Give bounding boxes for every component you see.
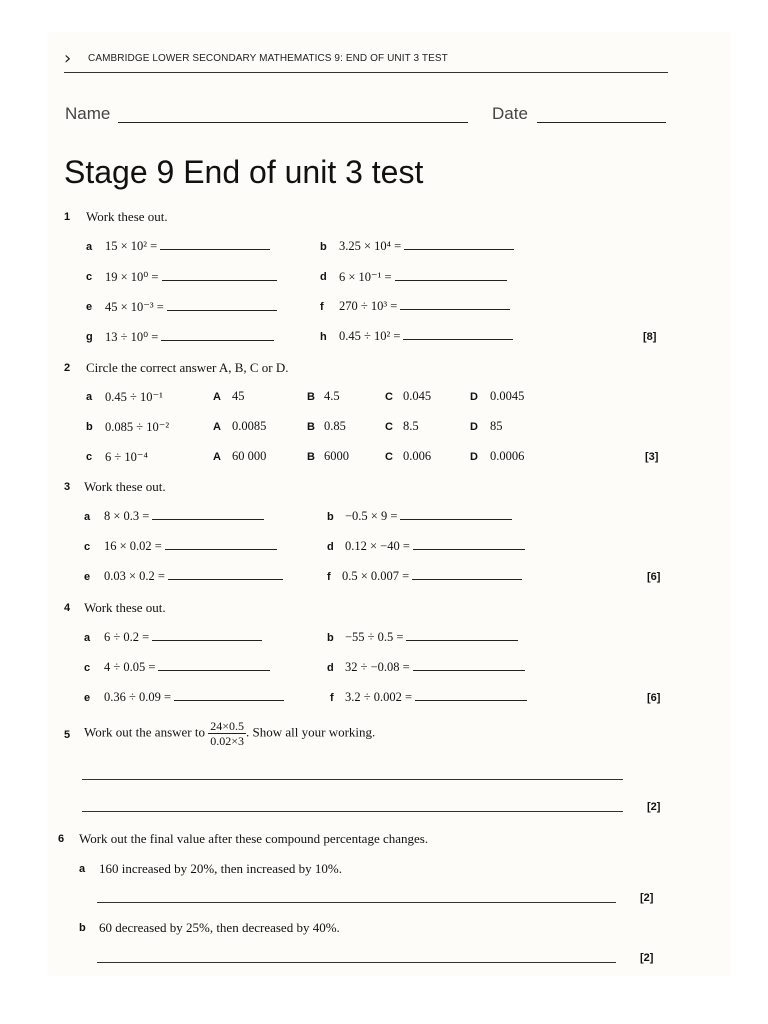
- item-expression: 0.03 × 0.2 =: [104, 569, 283, 584]
- item-label: c: [86, 271, 93, 283]
- item-label: f: [320, 301, 324, 313]
- option-value[interactable]: 0.0085: [232, 419, 267, 433]
- option-value[interactable]: 60 000: [232, 449, 267, 463]
- item-label: d: [320, 271, 327, 283]
- option-letter[interactable]: C: [385, 391, 393, 403]
- answer-blank[interactable]: [400, 299, 510, 310]
- option-letter[interactable]: D: [470, 391, 478, 403]
- item-label: f: [330, 692, 334, 704]
- item-expression: 3.25 × 10⁴ =: [339, 239, 514, 254]
- answer-blank[interactable]: [162, 270, 277, 281]
- answer-blank[interactable]: [403, 329, 513, 340]
- answer-blank[interactable]: [400, 509, 512, 520]
- item-expression: 6 ÷ 0.2 =: [104, 630, 262, 645]
- question-number: 3: [64, 481, 71, 493]
- item-text: 60 decreased by 25%, then decreased by 40%.: [99, 920, 340, 935]
- name-field[interactable]: [118, 122, 468, 123]
- answer-blank[interactable]: [174, 690, 284, 701]
- option-value[interactable]: 0.045: [403, 389, 432, 403]
- option-letter[interactable]: B: [307, 421, 315, 433]
- question-text: Work these out.: [84, 479, 166, 494]
- item-expression: 0.45 ÷ 10² =: [339, 329, 513, 344]
- answer-blank[interactable]: [158, 660, 270, 671]
- option-value[interactable]: 0.85: [324, 419, 346, 433]
- marks-label: [8]: [643, 331, 657, 343]
- item-expression: −55 ÷ 0.5 =: [345, 630, 518, 645]
- fraction: [208, 719, 246, 748]
- item-expression: 0.5 × 0.007 =: [342, 569, 522, 584]
- option-letter[interactable]: A: [213, 421, 221, 433]
- question-text: Work out the final value after these compound percentage changes.: [79, 831, 429, 846]
- option-value[interactable]: 0.0045: [490, 389, 525, 403]
- item-label: f: [327, 571, 331, 583]
- question-number: 2: [64, 362, 71, 374]
- marks-label: [3]: [645, 451, 659, 463]
- answer-blank[interactable]: [152, 630, 262, 641]
- item-expression: 0.085 ÷ 10⁻²: [105, 420, 170, 434]
- question-number: 4: [64, 602, 71, 614]
- item-label: e: [84, 571, 91, 583]
- item-label: e: [86, 301, 93, 313]
- answer-blank[interactable]: [161, 330, 274, 341]
- question-number: 1: [64, 211, 71, 223]
- item-label: b: [79, 922, 86, 934]
- marks-label: [2]: [647, 801, 661, 813]
- option-letter[interactable]: D: [470, 421, 478, 433]
- chevron-right-icon: ›: [64, 48, 72, 69]
- answer-blank[interactable]: [152, 509, 264, 520]
- answer-line[interactable]: [97, 902, 616, 903]
- option-value[interactable]: 4.5: [324, 389, 340, 403]
- answer-blank[interactable]: [165, 539, 277, 550]
- item-label: a: [86, 391, 93, 403]
- item-label: h: [320, 331, 327, 343]
- item-expression: −0.5 × 9 =: [345, 509, 512, 524]
- answer-blank[interactable]: [406, 630, 518, 641]
- item-label: b: [86, 421, 93, 433]
- question-text: Circle the correct answer A, B, C or D.: [86, 360, 289, 375]
- item-expression: 45 × 10⁻³ =: [105, 299, 277, 315]
- item-expression: 19 × 10⁰ =: [105, 269, 277, 285]
- option-value[interactable]: 6000: [324, 449, 349, 463]
- answer-blank[interactable]: [413, 660, 525, 671]
- answer-blank[interactable]: [412, 569, 522, 580]
- item-label: a: [86, 241, 93, 253]
- date-label: Date: [492, 104, 528, 123]
- option-letter[interactable]: A: [213, 391, 221, 403]
- item-expression: 0.12 × −40 =: [345, 539, 525, 554]
- marks-label: [2]: [640, 892, 654, 904]
- question-number: 5: [64, 729, 71, 741]
- running-header: CAMBRIDGE LOWER SECONDARY MATHEMATICS 9: END OF UNIT 3 TEST: [88, 53, 448, 64]
- item-label: c: [86, 451, 93, 463]
- option-letter[interactable]: D: [470, 451, 478, 463]
- header-rule: [64, 72, 668, 73]
- name-label: Name: [65, 104, 111, 123]
- item-label: c: [84, 662, 91, 674]
- option-letter[interactable]: C: [385, 421, 393, 433]
- marks-label: [6]: [647, 571, 661, 583]
- question-number: 6: [58, 833, 65, 845]
- answer-line[interactable]: [97, 962, 616, 963]
- fraction-numerator: 24×0.5: [210, 719, 245, 733]
- option-value[interactable]: 85: [490, 419, 503, 433]
- item-label: a: [84, 511, 91, 523]
- item-expression: 0.36 ÷ 0.09 =: [104, 690, 284, 705]
- option-value[interactable]: 45: [232, 389, 245, 403]
- item-label: g: [86, 331, 93, 343]
- option-value[interactable]: 0.0006: [490, 449, 525, 463]
- option-value[interactable]: 0.006: [403, 449, 432, 463]
- item-expression: 8 × 0.3 =: [104, 509, 264, 524]
- item-text: 160 increased by 20%, then increased by 10%.: [99, 861, 342, 876]
- item-label: d: [327, 662, 334, 674]
- question-text: Work out the answer to $\frac{24\times 0.5}{0.02\times 3}$ . Show all your working.: [84, 719, 376, 748]
- item-label: d: [327, 541, 334, 553]
- question-text: Work these out.: [86, 209, 168, 224]
- item-expression: 15 × 10² =: [105, 239, 270, 254]
- option-letter[interactable]: B: [307, 451, 315, 463]
- answer-blank[interactable]: [404, 239, 514, 250]
- answer-blank[interactable]: [168, 569, 283, 580]
- marks-label: [2]: [640, 952, 654, 964]
- item-expression: 32 ÷ −0.08 =: [345, 660, 525, 675]
- item-label: c: [84, 541, 91, 553]
- item-label: a: [84, 632, 91, 644]
- item-label: b: [327, 511, 334, 523]
- working-line[interactable]: [82, 779, 623, 780]
- item-expression: 16 × 0.02 =: [104, 539, 277, 554]
- answer-blank[interactable]: [160, 239, 270, 250]
- option-letter[interactable]: C: [385, 451, 393, 463]
- item-expression: 4 ÷ 0.05 =: [104, 660, 270, 675]
- answer-blank[interactable]: [413, 539, 525, 550]
- answer-blank[interactable]: [167, 300, 277, 311]
- item-expression: 270 ÷ 10³ =: [339, 299, 510, 314]
- item-expression: 13 ÷ 10⁰ =: [105, 329, 274, 345]
- answer-blank[interactable]: [415, 690, 527, 701]
- item-label: a: [79, 863, 86, 875]
- date-field[interactable]: [537, 122, 666, 123]
- option-value[interactable]: 8.5: [403, 419, 419, 433]
- item-expression: 0.45 ÷ 10⁻¹: [105, 390, 163, 404]
- item-expression: 3.2 ÷ 0.002 =: [345, 690, 527, 705]
- question-text: Work these out.: [84, 600, 166, 615]
- item-expression: 6 ÷ 10⁻⁴: [105, 450, 148, 464]
- option-letter[interactable]: B: [307, 391, 315, 403]
- fraction-denominator: 0.02×3: [210, 734, 245, 748]
- item-expression: 6 × 10⁻¹ =: [339, 269, 507, 285]
- page-title: Stage 9 End of unit 3 test: [64, 154, 424, 190]
- item-label: e: [84, 692, 91, 704]
- marks-label: [6]: [647, 692, 661, 704]
- answer-blank[interactable]: [395, 270, 507, 281]
- item-label: b: [327, 632, 334, 644]
- item-label: b: [320, 241, 327, 253]
- working-line[interactable]: [82, 811, 623, 812]
- option-letter[interactable]: A: [213, 451, 221, 463]
